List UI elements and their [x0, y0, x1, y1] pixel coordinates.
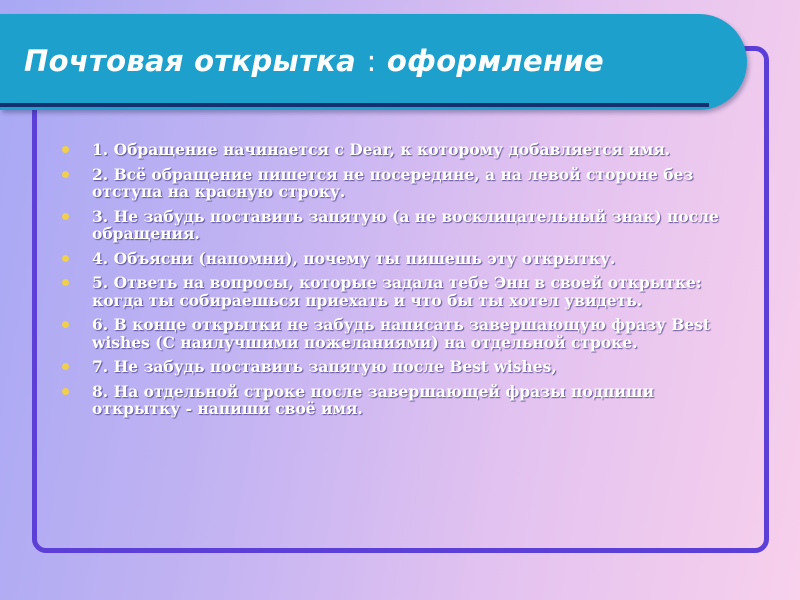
bullet-icon: [62, 321, 69, 328]
slide-title-colon: :: [366, 44, 377, 78]
slide-title-part2: оформление: [376, 44, 604, 78]
bullet-icon: [62, 146, 69, 153]
list-item-text: 8. На отдельной строке после завершающей фразы подпиши открытку - напиши своё имя.: [92, 381, 655, 418]
list-item: [62, 274, 732, 309]
list-item-text: 4. Объясни (напомни), почему ты пишешь эту открытку.: [92, 248, 616, 268]
list-item-text: 5. Ответь на вопросы, которые задала тебе Энн в своей открытке: когда ты собираешься приехать и что бы ты хотел увидеть.: [92, 273, 702, 310]
bullet-icon: [62, 279, 69, 286]
slide-title-part1: Почтовая открытка: [24, 44, 367, 78]
list-item-text: 1. Обращение начинается с Dear, к которому добавляется имя.: [92, 140, 671, 159]
list-item-text: 6. В конце открытки не забудь написать завершающую фразу Best wishes (С наилучшими пожеланиями) на отдельной строке.: [92, 315, 711, 352]
list-item: [62, 316, 732, 351]
slide-title: [24, 44, 604, 78]
list-item: [62, 358, 732, 376]
list-item-text: 7. Не забудь поставить запятую после Best wishes,: [92, 357, 557, 376]
bullet-icon: [62, 363, 69, 370]
bullet-icon: [62, 213, 69, 220]
list-item: [62, 166, 732, 201]
bullet-icon: [62, 388, 69, 395]
title-bar: [0, 14, 747, 110]
list-item: [62, 208, 732, 243]
list-item: [62, 250, 732, 268]
list-item: [62, 141, 732, 159]
list-item: [62, 383, 732, 418]
list-item-text: 2. Всё обращение пишется не посередине, а на левой стороне без отступа на красную строку.: [92, 164, 694, 201]
rules-list: [62, 141, 732, 425]
title-underline: [0, 103, 709, 107]
list-item-text: 3. Не забудь поставить запятую (а не восклицательный знак) после обращения.: [92, 206, 719, 243]
bullet-icon: [62, 171, 69, 178]
bullet-icon: [62, 255, 69, 262]
